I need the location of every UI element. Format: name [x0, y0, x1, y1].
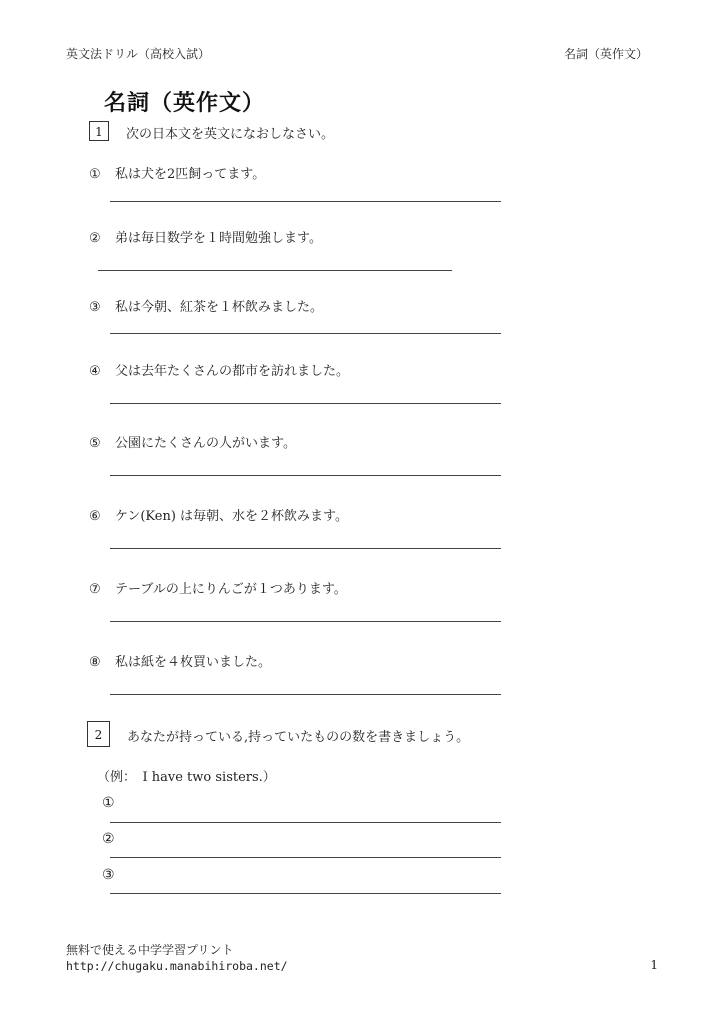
- question-number: ⑤: [89, 436, 101, 451]
- question-text: 父は去年たくさんの都市を訪れました。: [115, 364, 350, 379]
- answer-line-8[interactable]: [110, 694, 501, 695]
- answer-line-9[interactable]: [110, 822, 501, 823]
- question-number: ⑥: [89, 509, 101, 524]
- section1-number-box: 1: [89, 121, 109, 141]
- footer-url[interactable]: http://chugaku.manabihiroba.net/: [66, 959, 288, 973]
- question-text: 弟は毎日数学を１時間勉強します。: [115, 231, 322, 246]
- page-title: 名詞（英作文）: [104, 91, 266, 116]
- section2-instruction: あなたが持っている,持っていたものの数を書きましょう。: [127, 730, 470, 745]
- answer-line-7[interactable]: [110, 621, 501, 622]
- section1-instruction: 次の日本文を英文になおしなさい。: [126, 127, 335, 142]
- page-number: 1: [650, 958, 658, 972]
- answer-line-1[interactable]: [110, 201, 501, 202]
- question-text: 私は今朝、紅茶を１杯飲みました。: [115, 300, 324, 315]
- header-left: 英文法ドリル（高校入試）: [66, 47, 211, 61]
- answer-mark-1: ①: [102, 795, 115, 811]
- question-7: [89, 578, 347, 597]
- answer-line-11[interactable]: [110, 893, 501, 894]
- answer-mark-2: ②: [102, 831, 115, 847]
- question-2: [89, 227, 322, 246]
- question-text: テーブルの上にりんごが１つあります。: [115, 582, 347, 597]
- question-number: ⑦: [89, 582, 101, 597]
- answer-line-10[interactable]: [110, 857, 501, 858]
- question-number: ②: [89, 231, 101, 246]
- question-3: [89, 296, 323, 315]
- question-5: [89, 432, 296, 451]
- header-right: 名詞（英作文）: [563, 47, 648, 61]
- question-number: ⑧: [89, 655, 101, 670]
- question-text: ケン(Ken) は毎朝、水を２杯飲みます。: [115, 509, 349, 524]
- question-4: [89, 360, 349, 379]
- answer-line-6[interactable]: [110, 548, 501, 549]
- question-number: ④: [89, 364, 101, 379]
- answer-mark-3: ③: [102, 867, 115, 883]
- example-sentence: （例： I have two sisters.）: [97, 770, 276, 785]
- question-6: [89, 505, 348, 524]
- question-8: [89, 651, 271, 670]
- question-text: 私は犬を2匹飼ってます。: [115, 167, 266, 182]
- question-1: [89, 163, 265, 182]
- question-text: 公園にたくさんの人がいます。: [115, 436, 296, 451]
- question-number: ①: [89, 167, 101, 182]
- answer-line-5[interactable]: [110, 475, 501, 476]
- section2-number-box: 2: [87, 721, 110, 747]
- answer-line-4[interactable]: [110, 403, 501, 404]
- footer-site-name: 無料で使える中学学習プリント: [66, 943, 234, 957]
- question-text: 私は紙を４枚買いました。: [115, 655, 272, 670]
- answer-line-3[interactable]: [110, 333, 501, 334]
- answer-line-2[interactable]: [98, 270, 452, 271]
- question-number: ③: [89, 300, 101, 315]
